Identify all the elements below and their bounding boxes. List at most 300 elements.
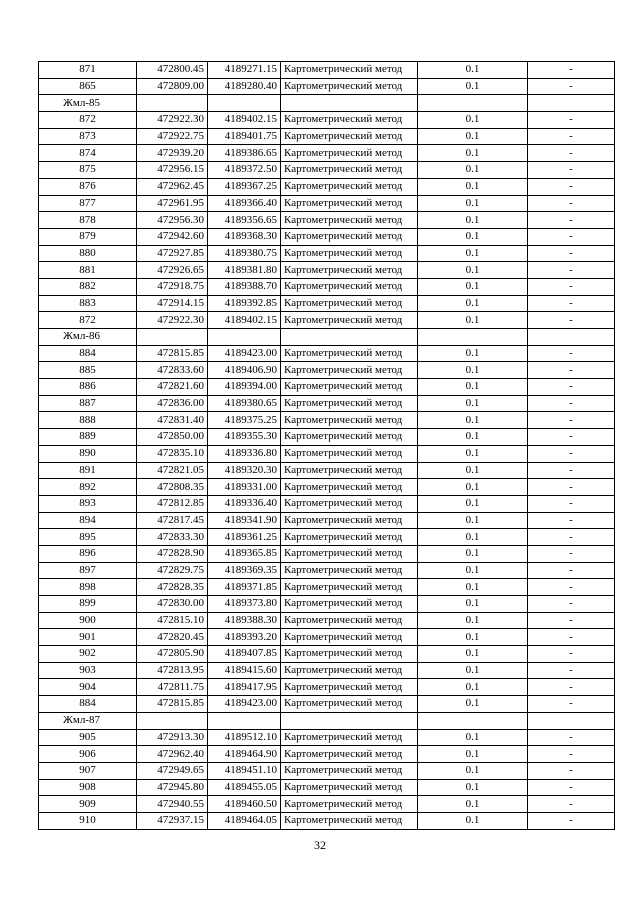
point-number-cell: 889 [39,429,137,446]
y-coordinate-cell: 4189386.65 [208,145,281,162]
y-coordinate-cell: 4189417.95 [208,679,281,696]
x-coordinate-cell: 472956.15 [137,162,208,179]
x-coordinate-cell: 472820.45 [137,629,208,646]
table-row [39,162,615,179]
table-row [39,462,615,479]
y-coordinate-cell: 4189373.80 [208,596,281,613]
note-cell: - [528,596,615,613]
x-coordinate-cell: 472805.90 [137,646,208,663]
y-coordinate-cell: 4189372.50 [208,162,281,179]
table-row [39,579,615,596]
empty-cell [418,95,528,112]
method-cell: Картометрический метод [281,596,418,613]
accuracy-cell: 0.1 [418,545,528,562]
y-coordinate-cell: 4189341.90 [208,512,281,529]
point-number-cell: 909 [39,796,137,813]
y-coordinate-cell: 4189455.05 [208,779,281,796]
method-cell: Картометрический метод [281,796,418,813]
table-row [39,696,615,713]
point-number-cell: 879 [39,228,137,245]
note-cell: - [528,195,615,212]
accuracy-cell: 0.1 [418,445,528,462]
empty-cell [137,95,208,112]
table-row [39,312,615,329]
point-number-cell: 871 [39,62,137,79]
x-coordinate-cell: 472962.40 [137,746,208,763]
note-cell: - [528,646,615,663]
point-number-cell: 874 [39,145,137,162]
x-coordinate-cell: 472815.10 [137,612,208,629]
note-cell: - [528,162,615,179]
x-coordinate-cell: 472922.30 [137,312,208,329]
x-coordinate-cell: 472829.75 [137,562,208,579]
table-row [39,345,615,362]
note-cell: - [528,612,615,629]
x-coordinate-cell: 472937.15 [137,812,208,829]
point-number-cell: 896 [39,545,137,562]
table-row [39,529,615,546]
x-coordinate-cell: 472831.40 [137,412,208,429]
note-cell: - [528,729,615,746]
point-number-cell: 902 [39,646,137,663]
accuracy-cell: 0.1 [418,145,528,162]
accuracy-cell: 0.1 [418,629,528,646]
empty-cell [418,329,528,346]
note-cell: - [528,345,615,362]
method-cell: Картометрический метод [281,78,418,95]
note-cell: - [528,228,615,245]
group-header-row [39,95,615,112]
point-number-cell: 905 [39,729,137,746]
table-row [39,295,615,312]
x-coordinate-cell: 472815.85 [137,345,208,362]
accuracy-cell: 0.1 [418,679,528,696]
note-cell: - [528,462,615,479]
group-name-cell: Жмл-87 [39,712,137,729]
empty-cell [208,712,281,729]
y-coordinate-cell: 4189366.40 [208,195,281,212]
accuracy-cell: 0.1 [418,228,528,245]
accuracy-cell: 0.1 [418,62,528,79]
note-cell: - [528,479,615,496]
empty-cell [528,329,615,346]
point-number-cell: 890 [39,445,137,462]
method-cell: Картометрический метод [281,212,418,229]
point-number-cell: 884 [39,696,137,713]
note-cell: - [528,262,615,279]
accuracy-cell: 0.1 [418,729,528,746]
note-cell: - [528,796,615,813]
y-coordinate-cell: 4189460.50 [208,796,281,813]
x-coordinate-cell: 472939.20 [137,145,208,162]
method-cell: Картометрический метод [281,345,418,362]
y-coordinate-cell: 4189407.85 [208,646,281,663]
table-row [39,445,615,462]
group-name-cell: Жмл-86 [39,329,137,346]
empty-cell [528,712,615,729]
y-coordinate-cell: 4189336.40 [208,495,281,512]
x-coordinate-cell: 472828.90 [137,545,208,562]
method-cell: Картометрический метод [281,445,418,462]
accuracy-cell: 0.1 [418,412,528,429]
x-coordinate-cell: 472812.85 [137,495,208,512]
note-cell: - [528,779,615,796]
x-coordinate-cell: 472835.10 [137,445,208,462]
x-coordinate-cell: 472942.60 [137,228,208,245]
point-number-cell: 884 [39,345,137,362]
point-number-cell: 877 [39,195,137,212]
y-coordinate-cell: 4189392.85 [208,295,281,312]
note-cell: - [528,295,615,312]
note-cell: - [528,762,615,779]
coordinates-table [38,61,615,830]
table-row [39,612,615,629]
method-cell: Картометрический метод [281,62,418,79]
note-cell: - [528,145,615,162]
table-row [39,245,615,262]
note-cell: - [528,495,615,512]
method-cell: Картометрический метод [281,629,418,646]
method-cell: Картометрический метод [281,746,418,763]
y-coordinate-cell: 4189388.70 [208,278,281,295]
y-coordinate-cell: 4189371.85 [208,579,281,596]
table-row [39,128,615,145]
empty-cell [418,712,528,729]
point-number-cell: 885 [39,362,137,379]
table-row [39,429,615,446]
table-row [39,646,615,663]
table-row [39,262,615,279]
y-coordinate-cell: 4189355.30 [208,429,281,446]
x-coordinate-cell: 472821.05 [137,462,208,479]
x-coordinate-cell: 472830.00 [137,596,208,613]
point-number-cell: 906 [39,746,137,763]
accuracy-cell: 0.1 [418,612,528,629]
table-row [39,228,615,245]
y-coordinate-cell: 4189415.60 [208,662,281,679]
method-cell: Картометрический метод [281,295,418,312]
x-coordinate-cell: 472833.60 [137,362,208,379]
table-row [39,178,615,195]
method-cell: Картометрический метод [281,312,418,329]
note-cell: - [528,62,615,79]
x-coordinate-cell: 472927.85 [137,245,208,262]
group-header-row [39,712,615,729]
accuracy-cell: 0.1 [418,112,528,129]
y-coordinate-cell: 4189402.15 [208,312,281,329]
empty-cell [137,712,208,729]
point-number-cell: 903 [39,662,137,679]
coordinates-table-body [39,62,615,830]
y-coordinate-cell: 4189336.80 [208,445,281,462]
method-cell: Картометрический метод [281,762,418,779]
y-coordinate-cell: 4189393.20 [208,629,281,646]
x-coordinate-cell: 472926.65 [137,262,208,279]
y-coordinate-cell: 4189381.80 [208,262,281,279]
y-coordinate-cell: 4189369.35 [208,562,281,579]
empty-cell [528,95,615,112]
y-coordinate-cell: 4189368.30 [208,228,281,245]
note-cell: - [528,812,615,829]
point-number-cell: 898 [39,579,137,596]
table-row [39,662,615,679]
point-number-cell: 894 [39,512,137,529]
group-header-row [39,329,615,346]
x-coordinate-cell: 472808.35 [137,479,208,496]
empty-cell [208,329,281,346]
accuracy-cell: 0.1 [418,529,528,546]
x-coordinate-cell: 472956.30 [137,212,208,229]
x-coordinate-cell: 472922.75 [137,128,208,145]
table-row [39,679,615,696]
x-coordinate-cell: 472817.45 [137,512,208,529]
point-number-cell: 887 [39,395,137,412]
x-coordinate-cell: 472811.75 [137,679,208,696]
y-coordinate-cell: 4189394.00 [208,379,281,396]
table-row [39,78,615,95]
method-cell: Картометрический метод [281,562,418,579]
point-number-cell: 880 [39,245,137,262]
accuracy-cell: 0.1 [418,646,528,663]
x-coordinate-cell: 472833.30 [137,529,208,546]
x-coordinate-cell: 472800.45 [137,62,208,79]
method-cell: Картометрический метод [281,429,418,446]
point-number-cell: 895 [39,529,137,546]
note-cell: - [528,379,615,396]
accuracy-cell: 0.1 [418,245,528,262]
note-cell: - [528,512,615,529]
x-coordinate-cell: 472809.00 [137,78,208,95]
accuracy-cell: 0.1 [418,312,528,329]
method-cell: Картометрический метод [281,696,418,713]
method-cell: Картометрический метод [281,362,418,379]
accuracy-cell: 0.1 [418,746,528,763]
y-coordinate-cell: 4189423.00 [208,345,281,362]
method-cell: Картометрический метод [281,646,418,663]
y-coordinate-cell: 4189380.65 [208,395,281,412]
table-row [39,362,615,379]
accuracy-cell: 0.1 [418,596,528,613]
table-row [39,195,615,212]
note-cell: - [528,545,615,562]
table-row [39,412,615,429]
point-number-cell: 886 [39,379,137,396]
y-coordinate-cell: 4189406.90 [208,362,281,379]
accuracy-cell: 0.1 [418,779,528,796]
point-number-cell: 878 [39,212,137,229]
accuracy-cell: 0.1 [418,78,528,95]
x-coordinate-cell: 472815.85 [137,696,208,713]
accuracy-cell: 0.1 [418,362,528,379]
note-cell: - [528,78,615,95]
method-cell: Картометрический метод [281,495,418,512]
note-cell: - [528,679,615,696]
table-row [39,796,615,813]
point-number-cell: 872 [39,112,137,129]
x-coordinate-cell: 472828.35 [137,579,208,596]
accuracy-cell: 0.1 [418,128,528,145]
y-coordinate-cell: 4189388.30 [208,612,281,629]
method-cell: Картометрический метод [281,479,418,496]
note-cell: - [528,429,615,446]
method-cell: Картометрический метод [281,145,418,162]
table-row [39,62,615,79]
note-cell: - [528,245,615,262]
accuracy-cell: 0.1 [418,495,528,512]
method-cell: Картометрический метод [281,579,418,596]
method-cell: Картометрический метод [281,679,418,696]
y-coordinate-cell: 4189365.85 [208,545,281,562]
note-cell: - [528,746,615,763]
method-cell: Картометрический метод [281,128,418,145]
table-row [39,495,615,512]
note-cell: - [528,178,615,195]
empty-cell [208,95,281,112]
table-row [39,112,615,129]
point-number-cell: 908 [39,779,137,796]
y-coordinate-cell: 4189464.05 [208,812,281,829]
point-number-cell: 901 [39,629,137,646]
method-cell: Картометрический метод [281,195,418,212]
method-cell: Картометрический метод [281,112,418,129]
x-coordinate-cell: 472918.75 [137,278,208,295]
note-cell: - [528,562,615,579]
y-coordinate-cell: 4189280.40 [208,78,281,95]
accuracy-cell: 0.1 [418,395,528,412]
note-cell: - [528,629,615,646]
accuracy-cell: 0.1 [418,212,528,229]
method-cell: Картометрический метод [281,162,418,179]
x-coordinate-cell: 472821.60 [137,379,208,396]
point-number-cell: 899 [39,596,137,613]
table-row [39,629,615,646]
note-cell: - [528,579,615,596]
y-coordinate-cell: 4189331.00 [208,479,281,496]
point-number-cell: 881 [39,262,137,279]
x-coordinate-cell: 472962.45 [137,178,208,195]
point-number-cell: 907 [39,762,137,779]
y-coordinate-cell: 4189367.25 [208,178,281,195]
empty-cell [281,712,418,729]
page-number: 32 [314,838,326,852]
accuracy-cell: 0.1 [418,195,528,212]
method-cell: Картометрический метод [281,245,418,262]
method-cell: Картометрический метод [281,662,418,679]
table-row [39,512,615,529]
y-coordinate-cell: 4189464.90 [208,746,281,763]
note-cell: - [528,362,615,379]
table-row [39,545,615,562]
y-coordinate-cell: 4189356.65 [208,212,281,229]
note-cell: - [528,112,615,129]
method-cell: Картометрический метод [281,812,418,829]
accuracy-cell: 0.1 [418,579,528,596]
point-number-cell: 897 [39,562,137,579]
x-coordinate-cell: 472914.15 [137,295,208,312]
point-number-cell: 882 [39,278,137,295]
note-cell: - [528,212,615,229]
empty-cell [137,329,208,346]
point-number-cell: 873 [39,128,137,145]
accuracy-cell: 0.1 [418,178,528,195]
accuracy-cell: 0.1 [418,262,528,279]
point-number-cell: 910 [39,812,137,829]
table-row [39,746,615,763]
note-cell: - [528,412,615,429]
table-row [39,596,615,613]
point-number-cell: 865 [39,78,137,95]
note-cell: - [528,278,615,295]
x-coordinate-cell: 472913.30 [137,729,208,746]
accuracy-cell: 0.1 [418,696,528,713]
x-coordinate-cell: 472813.95 [137,662,208,679]
accuracy-cell: 0.1 [418,479,528,496]
point-number-cell: 893 [39,495,137,512]
method-cell: Картометрический метод [281,395,418,412]
accuracy-cell: 0.1 [418,796,528,813]
method-cell: Картометрический метод [281,512,418,529]
y-coordinate-cell: 4189361.25 [208,529,281,546]
method-cell: Картометрический метод [281,379,418,396]
x-coordinate-cell: 472949.65 [137,762,208,779]
point-number-cell: 883 [39,295,137,312]
accuracy-cell: 0.1 [418,812,528,829]
table-row [39,762,615,779]
accuracy-cell: 0.1 [418,345,528,362]
y-coordinate-cell: 4189512.10 [208,729,281,746]
method-cell: Картометрический метод [281,545,418,562]
point-number-cell: 904 [39,679,137,696]
table-row [39,145,615,162]
note-cell: - [528,395,615,412]
method-cell: Картометрический метод [281,779,418,796]
x-coordinate-cell: 472922.30 [137,112,208,129]
point-number-cell: 892 [39,479,137,496]
point-number-cell: 888 [39,412,137,429]
point-number-cell: 891 [39,462,137,479]
table-row [39,729,615,746]
y-coordinate-cell: 4189402.15 [208,112,281,129]
group-name-cell: Жмл-85 [39,95,137,112]
accuracy-cell: 0.1 [418,162,528,179]
point-number-cell: 900 [39,612,137,629]
accuracy-cell: 0.1 [418,662,528,679]
accuracy-cell: 0.1 [418,462,528,479]
accuracy-cell: 0.1 [418,762,528,779]
accuracy-cell: 0.1 [418,295,528,312]
table-row [39,479,615,496]
empty-cell [281,95,418,112]
y-coordinate-cell: 4189451.10 [208,762,281,779]
y-coordinate-cell: 4189380.75 [208,245,281,262]
method-cell: Картометрический метод [281,278,418,295]
accuracy-cell: 0.1 [418,379,528,396]
note-cell: - [528,445,615,462]
x-coordinate-cell: 472850.00 [137,429,208,446]
accuracy-cell: 0.1 [418,278,528,295]
point-number-cell: 872 [39,312,137,329]
y-coordinate-cell: 4189423.00 [208,696,281,713]
note-cell: - [528,312,615,329]
x-coordinate-cell: 472961.95 [137,195,208,212]
x-coordinate-cell: 472945.80 [137,779,208,796]
y-coordinate-cell: 4189375.25 [208,412,281,429]
method-cell: Картометрический метод [281,262,418,279]
y-coordinate-cell: 4189401.75 [208,128,281,145]
note-cell: - [528,529,615,546]
y-coordinate-cell: 4189271.15 [208,62,281,79]
point-number-cell: 876 [39,178,137,195]
